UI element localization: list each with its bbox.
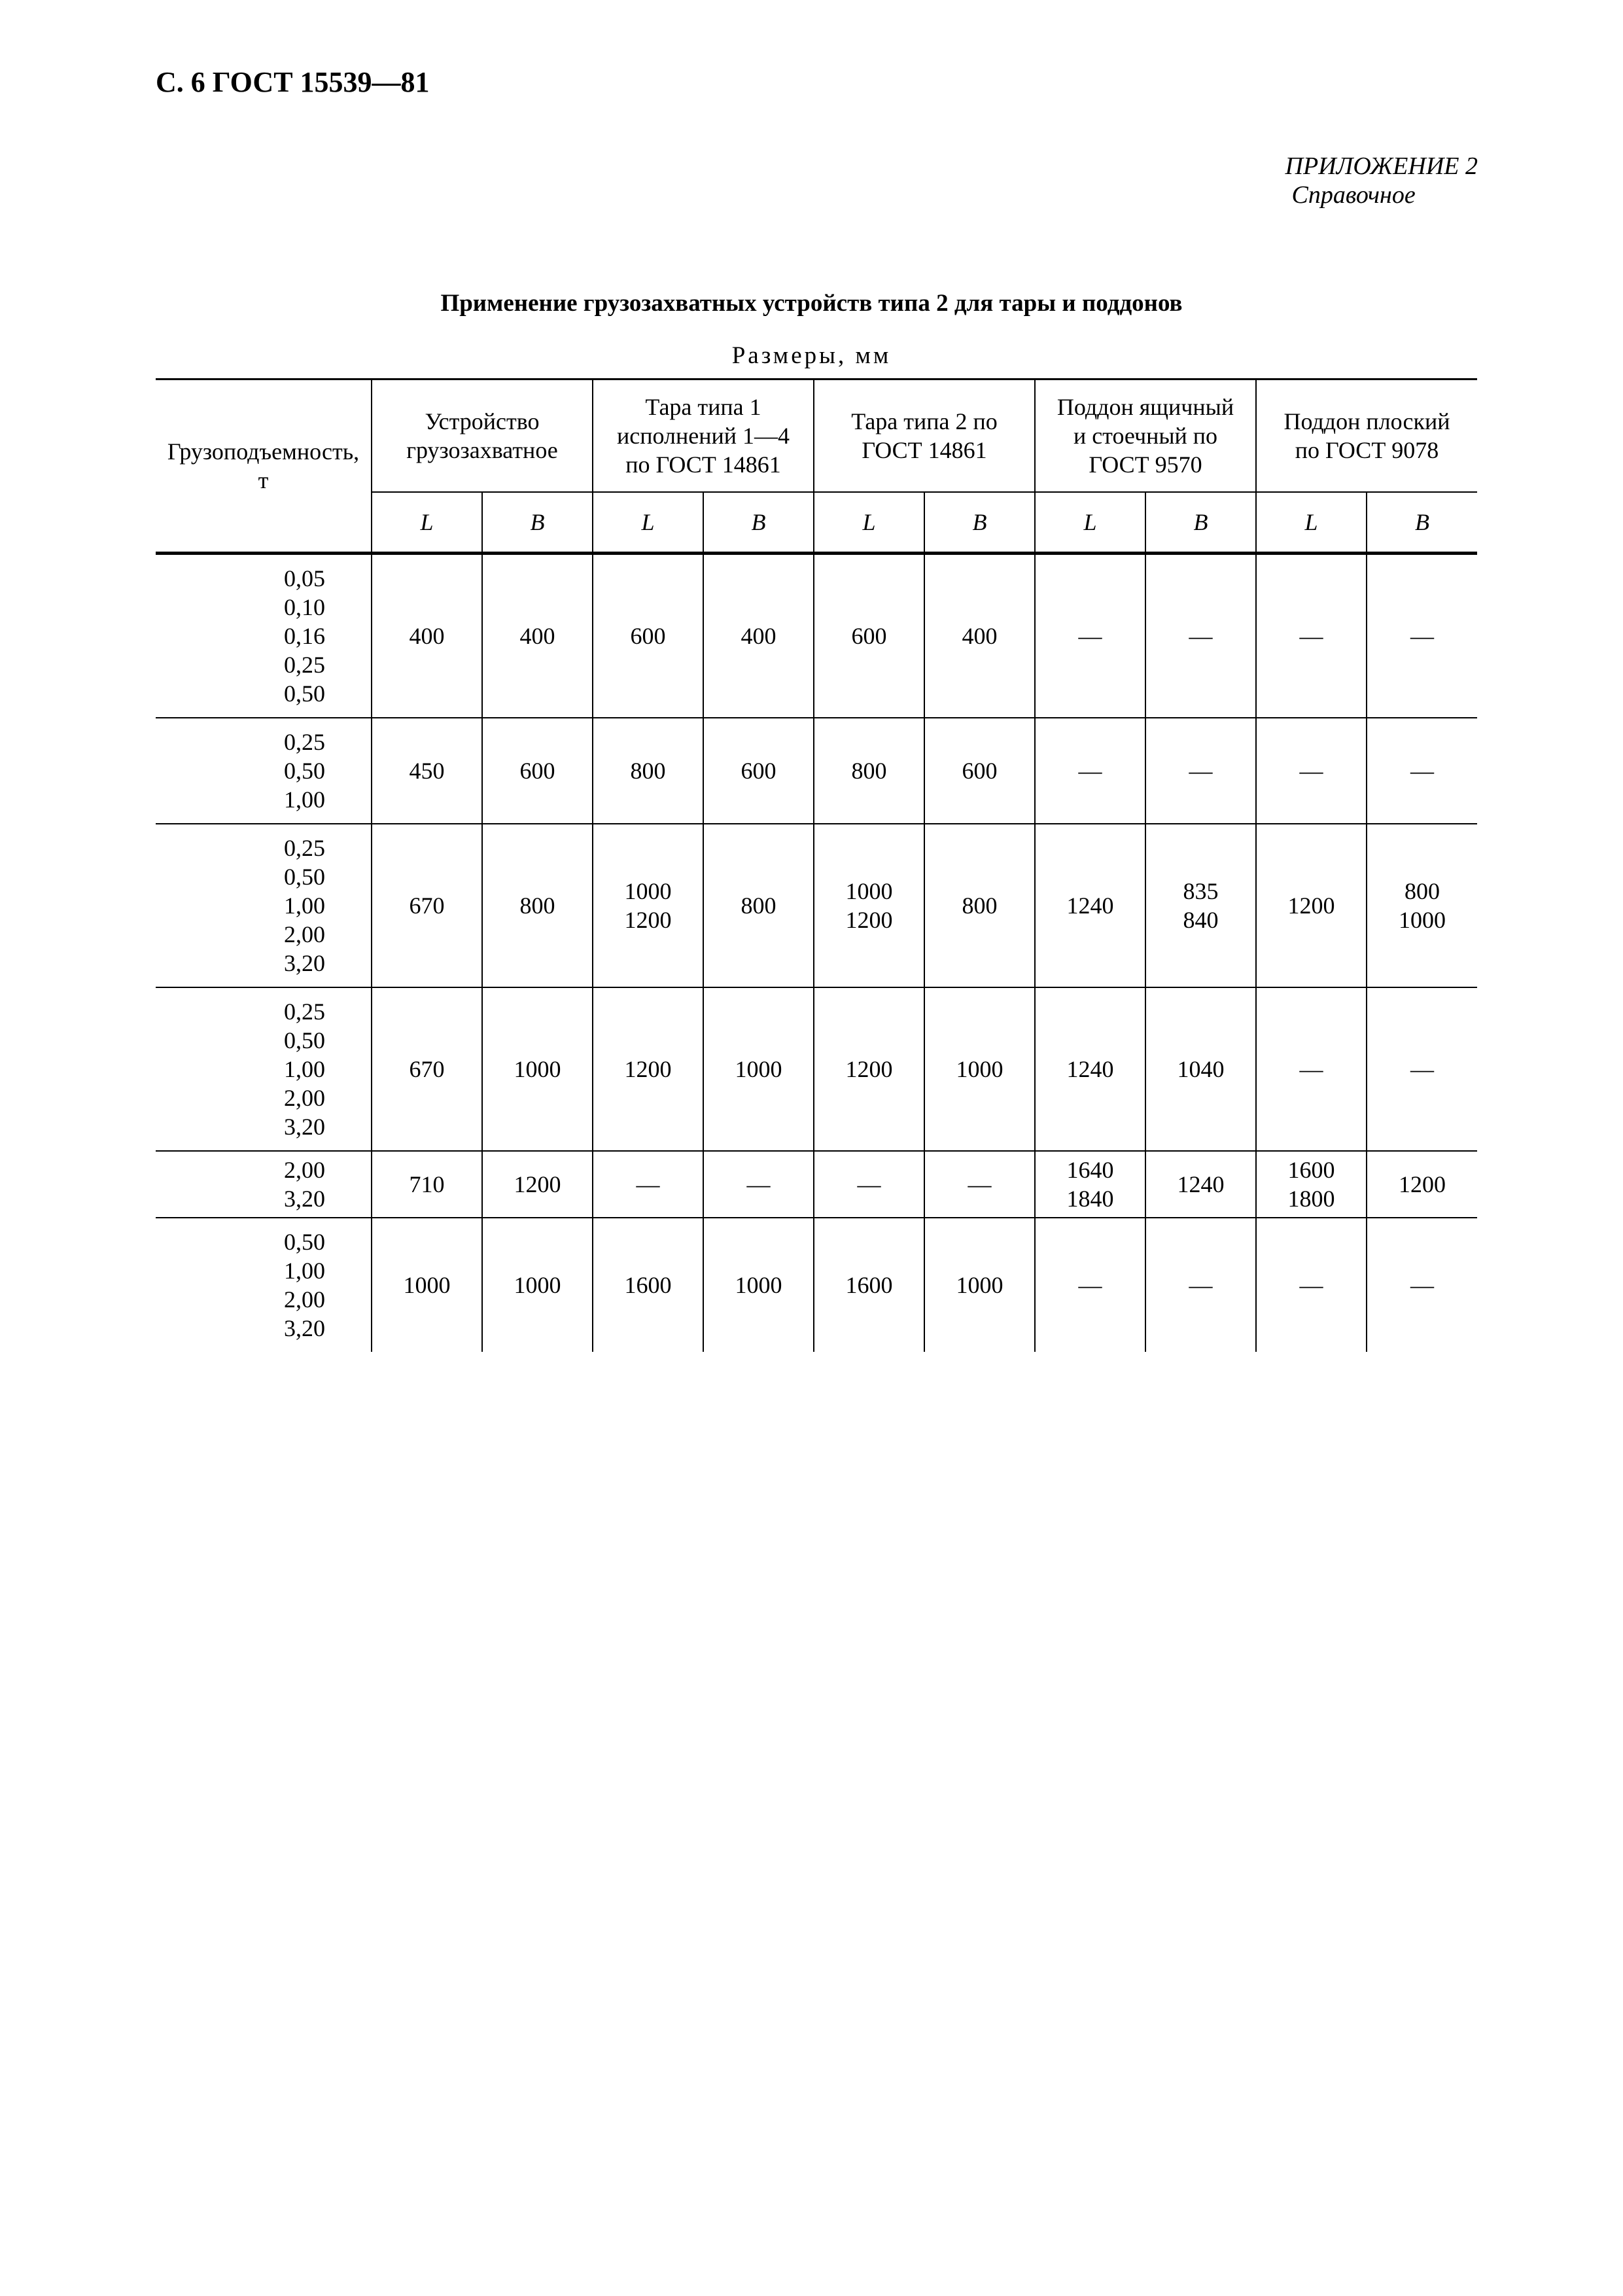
value-cell: — bbox=[1145, 554, 1256, 718]
value-cell: 1200 bbox=[1367, 1151, 1477, 1218]
subheader-b: B bbox=[1367, 492, 1477, 554]
subheader-b: B bbox=[703, 492, 814, 554]
value-cell: 400 bbox=[482, 554, 593, 718]
value-cell: — bbox=[1256, 1218, 1367, 1352]
value-cell: 1200 bbox=[482, 1151, 593, 1218]
units-caption: Размеры, мм bbox=[731, 342, 892, 369]
value-cell: 450 bbox=[372, 718, 482, 824]
value-cell: 400 bbox=[703, 554, 814, 718]
header-device: Устройство грузозахватное bbox=[372, 380, 593, 493]
value-cell: 600 bbox=[482, 718, 593, 824]
value-cell: 1000 bbox=[703, 987, 814, 1151]
value-cell: — bbox=[1256, 987, 1367, 1151]
value-cell: 1000 bbox=[703, 1218, 814, 1352]
value-cell: 1600 bbox=[814, 1218, 924, 1352]
value-cell: 800 bbox=[924, 824, 1035, 987]
subheader-b: B bbox=[924, 492, 1035, 554]
value-cell: 670 bbox=[372, 824, 482, 987]
value-cell: 800 1000 bbox=[1367, 824, 1477, 987]
table-title: Применение грузозахватных устройств типа 2 для тары и поддонов bbox=[440, 290, 1183, 317]
value-cell: — bbox=[1035, 554, 1145, 718]
capacity-cell: 0,50 1,00 2,00 3,20 bbox=[284, 1229, 325, 1341]
table-row bbox=[156, 718, 1477, 824]
table-row bbox=[156, 554, 1477, 718]
appendix-subtitle: Справочное bbox=[1291, 181, 1416, 209]
capacity-cell: 0,25 0,50 1,00 2,00 3,20 bbox=[284, 998, 325, 1140]
dimensions-table bbox=[156, 378, 1477, 1352]
value-cell: 1000 bbox=[372, 1218, 482, 1352]
value-cell: 1000 bbox=[482, 987, 593, 1151]
capacity-cell: 0,25 0,50 1,00 2,00 3,20 bbox=[284, 835, 325, 976]
table-row bbox=[156, 1151, 1477, 1218]
value-cell: 1000 1200 bbox=[593, 824, 703, 987]
subheader-l: L bbox=[1035, 492, 1145, 554]
subheader-b: B bbox=[1145, 492, 1256, 554]
value-cell: — bbox=[1145, 1218, 1256, 1352]
capacity-cell: 0,25 0,50 1,00 bbox=[284, 729, 325, 813]
header-box-pallet: Поддон ящичный и стоечный по ГОСТ 9570 bbox=[1035, 380, 1256, 493]
value-cell: 1240 bbox=[1035, 987, 1145, 1151]
value-cell: 1200 bbox=[814, 987, 924, 1151]
table-row bbox=[156, 987, 1477, 1151]
value-cell: 1240 bbox=[1145, 1151, 1256, 1218]
header-container-type1: Тара типа 1 исполнений 1—4 по ГОСТ 14861 bbox=[593, 380, 814, 493]
table-row bbox=[156, 1218, 1477, 1352]
value-cell: — bbox=[593, 1151, 703, 1218]
value-cell: 1600 bbox=[593, 1218, 703, 1352]
value-cell: — bbox=[703, 1151, 814, 1218]
value-cell: 1040 bbox=[1145, 987, 1256, 1151]
value-cell: 800 bbox=[814, 718, 924, 824]
value-cell: — bbox=[1035, 718, 1145, 824]
value-cell: 800 bbox=[482, 824, 593, 987]
value-cell: 1200 bbox=[593, 987, 703, 1151]
value-cell: 1200 bbox=[1256, 824, 1367, 987]
capacity-header: Грузоподъемность, т bbox=[167, 438, 360, 493]
appendix-title: ПРИЛОЖЕНИЕ 2 bbox=[1285, 152, 1478, 180]
value-cell: 600 bbox=[593, 554, 703, 718]
value-cell: — bbox=[1256, 718, 1367, 824]
value-cell: — bbox=[1256, 554, 1367, 718]
subheader-l: L bbox=[593, 492, 703, 554]
value-cell: 600 bbox=[924, 718, 1035, 824]
header-row bbox=[156, 380, 1477, 493]
value-cell: 600 bbox=[703, 718, 814, 824]
value-cell: — bbox=[924, 1151, 1035, 1218]
value-cell: 835 840 bbox=[1145, 824, 1256, 987]
value-cell: 600 bbox=[814, 554, 924, 718]
subheader-b: B bbox=[482, 492, 593, 554]
value-cell: — bbox=[1367, 987, 1477, 1151]
value-cell: — bbox=[1367, 554, 1477, 718]
value-cell: 1000 bbox=[482, 1218, 593, 1352]
header-flat-pallet: Поддон плоский по ГОСТ 9078 bbox=[1256, 380, 1477, 493]
value-cell: — bbox=[1367, 1218, 1477, 1352]
value-cell: 1000 1200 bbox=[814, 824, 924, 987]
value-cell: 1600 1800 bbox=[1256, 1151, 1367, 1218]
table-row bbox=[156, 824, 1477, 987]
table-body bbox=[156, 554, 1477, 1352]
value-cell: 400 bbox=[372, 554, 482, 718]
value-cell: — bbox=[814, 1151, 924, 1218]
value-cell: 800 bbox=[593, 718, 703, 824]
page-header: С. 6 ГОСТ 15539—81 bbox=[156, 66, 430, 98]
value-cell: — bbox=[1145, 718, 1256, 824]
subheader-l: L bbox=[372, 492, 482, 554]
capacity-cell: 2,00 3,20 bbox=[284, 1157, 325, 1212]
value-cell: — bbox=[1367, 718, 1477, 824]
value-cell: — bbox=[1035, 1218, 1145, 1352]
capacity-cell: 0,05 0,10 0,16 0,25 0,50 bbox=[284, 565, 325, 707]
value-cell: 800 bbox=[703, 824, 814, 987]
value-cell: 1640 1840 bbox=[1035, 1151, 1145, 1218]
header-container-type2: Тара типа 2 по ГОСТ 14861 bbox=[814, 380, 1035, 493]
value-cell: 710 bbox=[372, 1151, 482, 1218]
value-cell: 400 bbox=[924, 554, 1035, 718]
subheader-l: L bbox=[1256, 492, 1367, 554]
value-cell: 1000 bbox=[924, 987, 1035, 1151]
value-cell: 670 bbox=[372, 987, 482, 1151]
subheader-l: L bbox=[814, 492, 924, 554]
appendix-label bbox=[1285, 152, 1478, 209]
value-cell: 1000 bbox=[924, 1218, 1035, 1352]
value-cell: 1240 bbox=[1035, 824, 1145, 987]
